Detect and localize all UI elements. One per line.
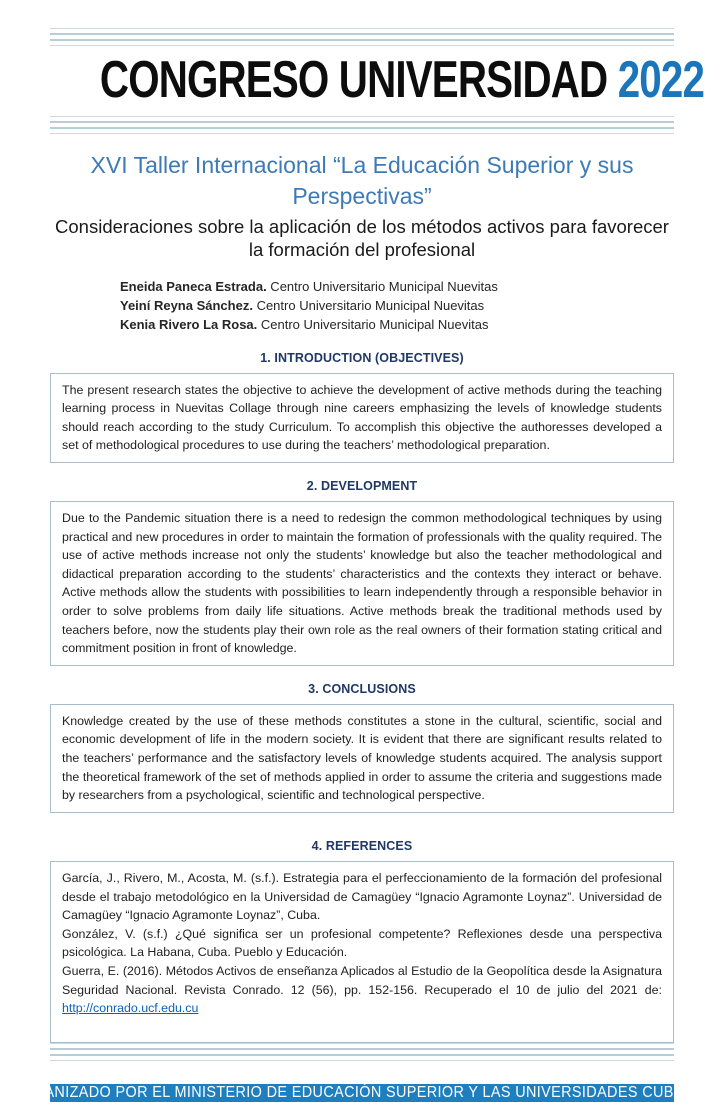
divider-line [50,1043,674,1044]
divider-line [50,28,674,29]
divider-line [50,1054,674,1056]
divider-line [50,33,674,35]
introduction-text: The present research states the objective to achieve the development of active methods during the teaching learning process in Nuevitas Collage through nine careers emphasizing the levels of knowledge students should reach according to the study Curriculum. To accomplish this objective the authoresses developed a set of methodological procedures to use during the teachers’ methodological preparation. [62,382,662,453]
author-name: Yeiní Reyna Sánchez. [120,298,253,314]
reference-entry: García, J., Rivero, M., Acosta, M. (s.f.). Estrategia para el perfeccionamiento de la formación del profesional desde el trabajo metodológico en la Universidad de Camagüey “Ignacio Agramonte Loynaz”. Universidad de Camagüey “Ignacio Agramonte Loynaz”, Cuba. [62,870,662,923]
reference-entry [62,962,662,1018]
development-box [50,501,674,666]
event-title: XVI Taller Internacional “La Educación Superior y sus Perspectivas” [90,152,634,210]
conclusions-box [50,704,674,813]
paper-title: Consideraciones sobre la aplicación de los métodos activos para favorecer la formación del profesional [55,216,669,260]
author-line [120,277,674,296]
divider-line [50,39,674,41]
reference-link[interactable]: http://conrado.ucf.edu.cu [62,1001,199,1016]
author-affiliation: Centro Universitario Municipal Nuevitas [266,278,498,294]
divider-line [50,1048,674,1050]
introduction-box [50,373,674,463]
author-affiliation: Centro Universitario Municipal Nuevitas [257,317,489,333]
divider-line [50,116,674,117]
congress-masthead [99,51,705,110]
divider-line [50,121,674,123]
reference-entry: González, V. (s.f.) ¿Qué significa ser un profesional competente? Reflexiones desde una perspectiva psicológica. La Habana, Cuba. Pueblo y Educación. [62,926,662,960]
author-name: Kenia Rivero La Rosa. [120,317,258,333]
congress-year: 2022 [617,51,705,110]
congress-title-text: CONGRESO UNIVERSIDAD [99,51,608,110]
decorative-rules-bottom [50,1043,674,1061]
reference-text: Guerra, E. (2016). Métodos Activos de enseñanza Aplicados al Estudio de la Geopolítica desde la Asignatura Seguridad Nacional. Revista Conrado. 12 (56), pp. 152-156. Recuperado el 10 de julio del 2021 de: [62,963,662,997]
divider-line [50,133,674,134]
footer-banner [10,1083,715,1102]
references-box [50,861,674,1043]
author-line [120,315,674,334]
author-affiliation: Centro Universitario Municipal Nuevitas [252,298,485,314]
author-line [120,296,674,315]
decorative-rules-under-title [50,116,674,134]
divider-line [50,45,674,46]
development-text: Due to the Pandemic situation there is a need to redesign the common methodological techniques by using practical and new procedures in order to maintain the formation of professionals with the quality required. The use of active methods increase not only the students’ knowledge but also the teacher methodological and didactical preparation according to the students’ characteristics and the contexts they interact or behave. Active methods allow the students with possibilities to learn independently through a responsible behavior in order to solve problems from daily life situations. Active methods break the traditional methods used by teachers before, now the students play their own role as the real owners of their formation stating critical and commitment position in front of knowledge. [62,511,662,656]
authors-block [50,277,674,335]
decorative-rules-top [50,28,674,46]
divider-line [50,127,674,129]
footer-banner-text: ORGANIZADO POR EL MINISTERIO DE EDUCACIÓN SUPERIOR Y LAS UNIVERSIDADES CUBANAS [10,1083,715,1101]
section-heading-conclusions: 3. CONCLUSIONS [308,681,416,696]
section-heading-development: 2. DEVELOPMENT [306,479,418,493]
divider-line [50,1060,674,1061]
section-heading-introduction: 1. INTRODUCTION (OBJECTIVES) [260,350,464,365]
conclusions-text: Knowledge created by the use of these methods constitutes a stone in the cultural, scientific, social and economic development of life in the modern society. It is evident that there are significant results related to the teachers’ performance and the satisfactory levels of knowledge students acquired. The analysis support the theoretical framework of the set of methods applied in order to assume the criteria and suggestions made by researchers from a psychological, scientific and technological perspective. [62,713,662,803]
section-heading-references: 4. REFERENCES [311,838,413,853]
author-name: Eneida Paneca Estrada. [120,278,267,294]
